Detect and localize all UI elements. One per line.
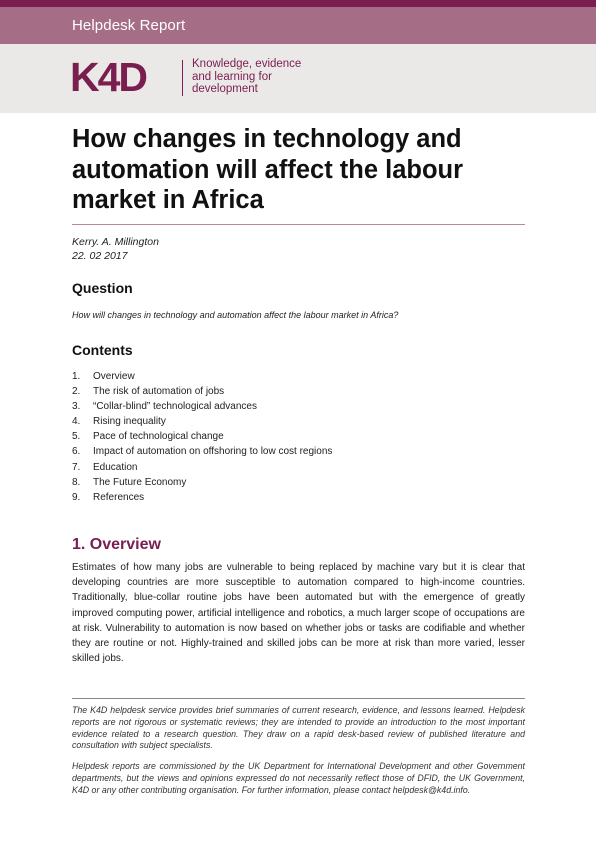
contents-item-label: “Collar-blind” technological advances — [93, 401, 257, 413]
footer-commission-note: Helpdesk reports are commissioned by the UK Department for International Development and other Government departments, but the views and opinions expressed do not necessarily reflect those of DFID, the UK Government, K4D or any other contributing organisation. For further information, please contact helpdesk@k4d.info. — [72, 761, 525, 795]
contents-item-number: 4. — [72, 416, 81, 428]
contents-item[interactable] — [72, 429, 332, 444]
contents-item[interactable] — [72, 460, 332, 475]
contents-item[interactable] — [72, 490, 332, 505]
contents-item-label: Pace of technological change — [93, 431, 224, 443]
tagline-line: development — [192, 83, 258, 95]
contents-item-label: Impact of automation on offshoring to low cost regions — [93, 446, 333, 458]
contents-item[interactable] — [72, 444, 332, 459]
logo-divider — [182, 60, 183, 96]
contents-item[interactable] — [72, 414, 332, 429]
contents-item-label: Education — [93, 461, 138, 473]
contents-item-label: The risk of automation of jobs — [93, 386, 225, 398]
contents-item[interactable] — [72, 384, 332, 399]
question-heading: Question — [72, 280, 133, 296]
footer-disclaimer: The K4D helpdesk service provides brief summaries of current research, evidence, and lessons learned. Helpdesk reports are not rigorous or systematic reviews; they are intended to provide an introduction to the most important evidence related to a research question. They draw on a rapid desk-based review of published literature and consultation with subject specialists. — [72, 705, 525, 751]
k4d-logo: K4D — [70, 54, 147, 100]
contents-item[interactable] — [72, 475, 332, 490]
top-color-strip — [0, 0, 596, 7]
document-date: 22. 02 2017 — [72, 250, 128, 262]
overview-heading: 1. Overview — [72, 536, 161, 553]
contents-heading: Contents — [72, 342, 133, 358]
contents-item-label: Rising inequality — [93, 416, 166, 428]
banner-title: Helpdesk Report — [72, 17, 186, 34]
contents-list — [72, 369, 332, 505]
contents-item-number: 3. — [72, 401, 81, 413]
contents-item-number: 8. — [72, 476, 81, 488]
tagline-line: and learning for — [192, 70, 272, 83]
report-banner — [0, 7, 596, 44]
contents-item-number: 9. — [72, 491, 81, 503]
contents-item-label: Overview — [93, 371, 135, 382]
contents-item[interactable] — [72, 369, 332, 384]
title-divider — [72, 224, 525, 225]
logo-band — [0, 44, 596, 113]
contents-item-label: References — [93, 491, 145, 503]
contents-item-label: The Future Economy — [93, 476, 187, 488]
contents-item[interactable] — [72, 399, 332, 414]
overview-paragraph: Estimates of how many jobs are vulnerable to being replaced by machine vary but it is clear that developing countries are more susceptible to automation compared to high-income countries. Traditionally, blue-collar routine jobs have been automated but with the emergence of greatly improved computing power, artificial intelligence and robotics, a much larger scope of occupations are at risk. Vulnerability to automation is now based on whether jobs or tasks are codifiable and whether they are routine or not. Highly-trained and skilled jobs can be more at risk than more varied, lesser skilled jobs. — [72, 562, 525, 665]
contents-item-number: 7. — [72, 461, 81, 473]
logo-tagline — [192, 58, 301, 96]
document-title: How changes in technology and automation will affect the labour market in Africa — [72, 125, 464, 214]
contents-item-number: 1. — [72, 371, 81, 382]
contents-item-number: 6. — [72, 446, 81, 458]
author-name: Kerry. A. Millington — [72, 236, 159, 248]
question-text: How will changes in technology and automation affect the labour market in Africa? — [72, 310, 399, 320]
footer-divider — [72, 698, 525, 699]
contents-item-number: 5. — [72, 431, 81, 443]
author-block — [72, 235, 159, 263]
contents-item-number: 2. — [72, 386, 81, 398]
tagline-line: Knowledge, evidence — [192, 58, 302, 70]
